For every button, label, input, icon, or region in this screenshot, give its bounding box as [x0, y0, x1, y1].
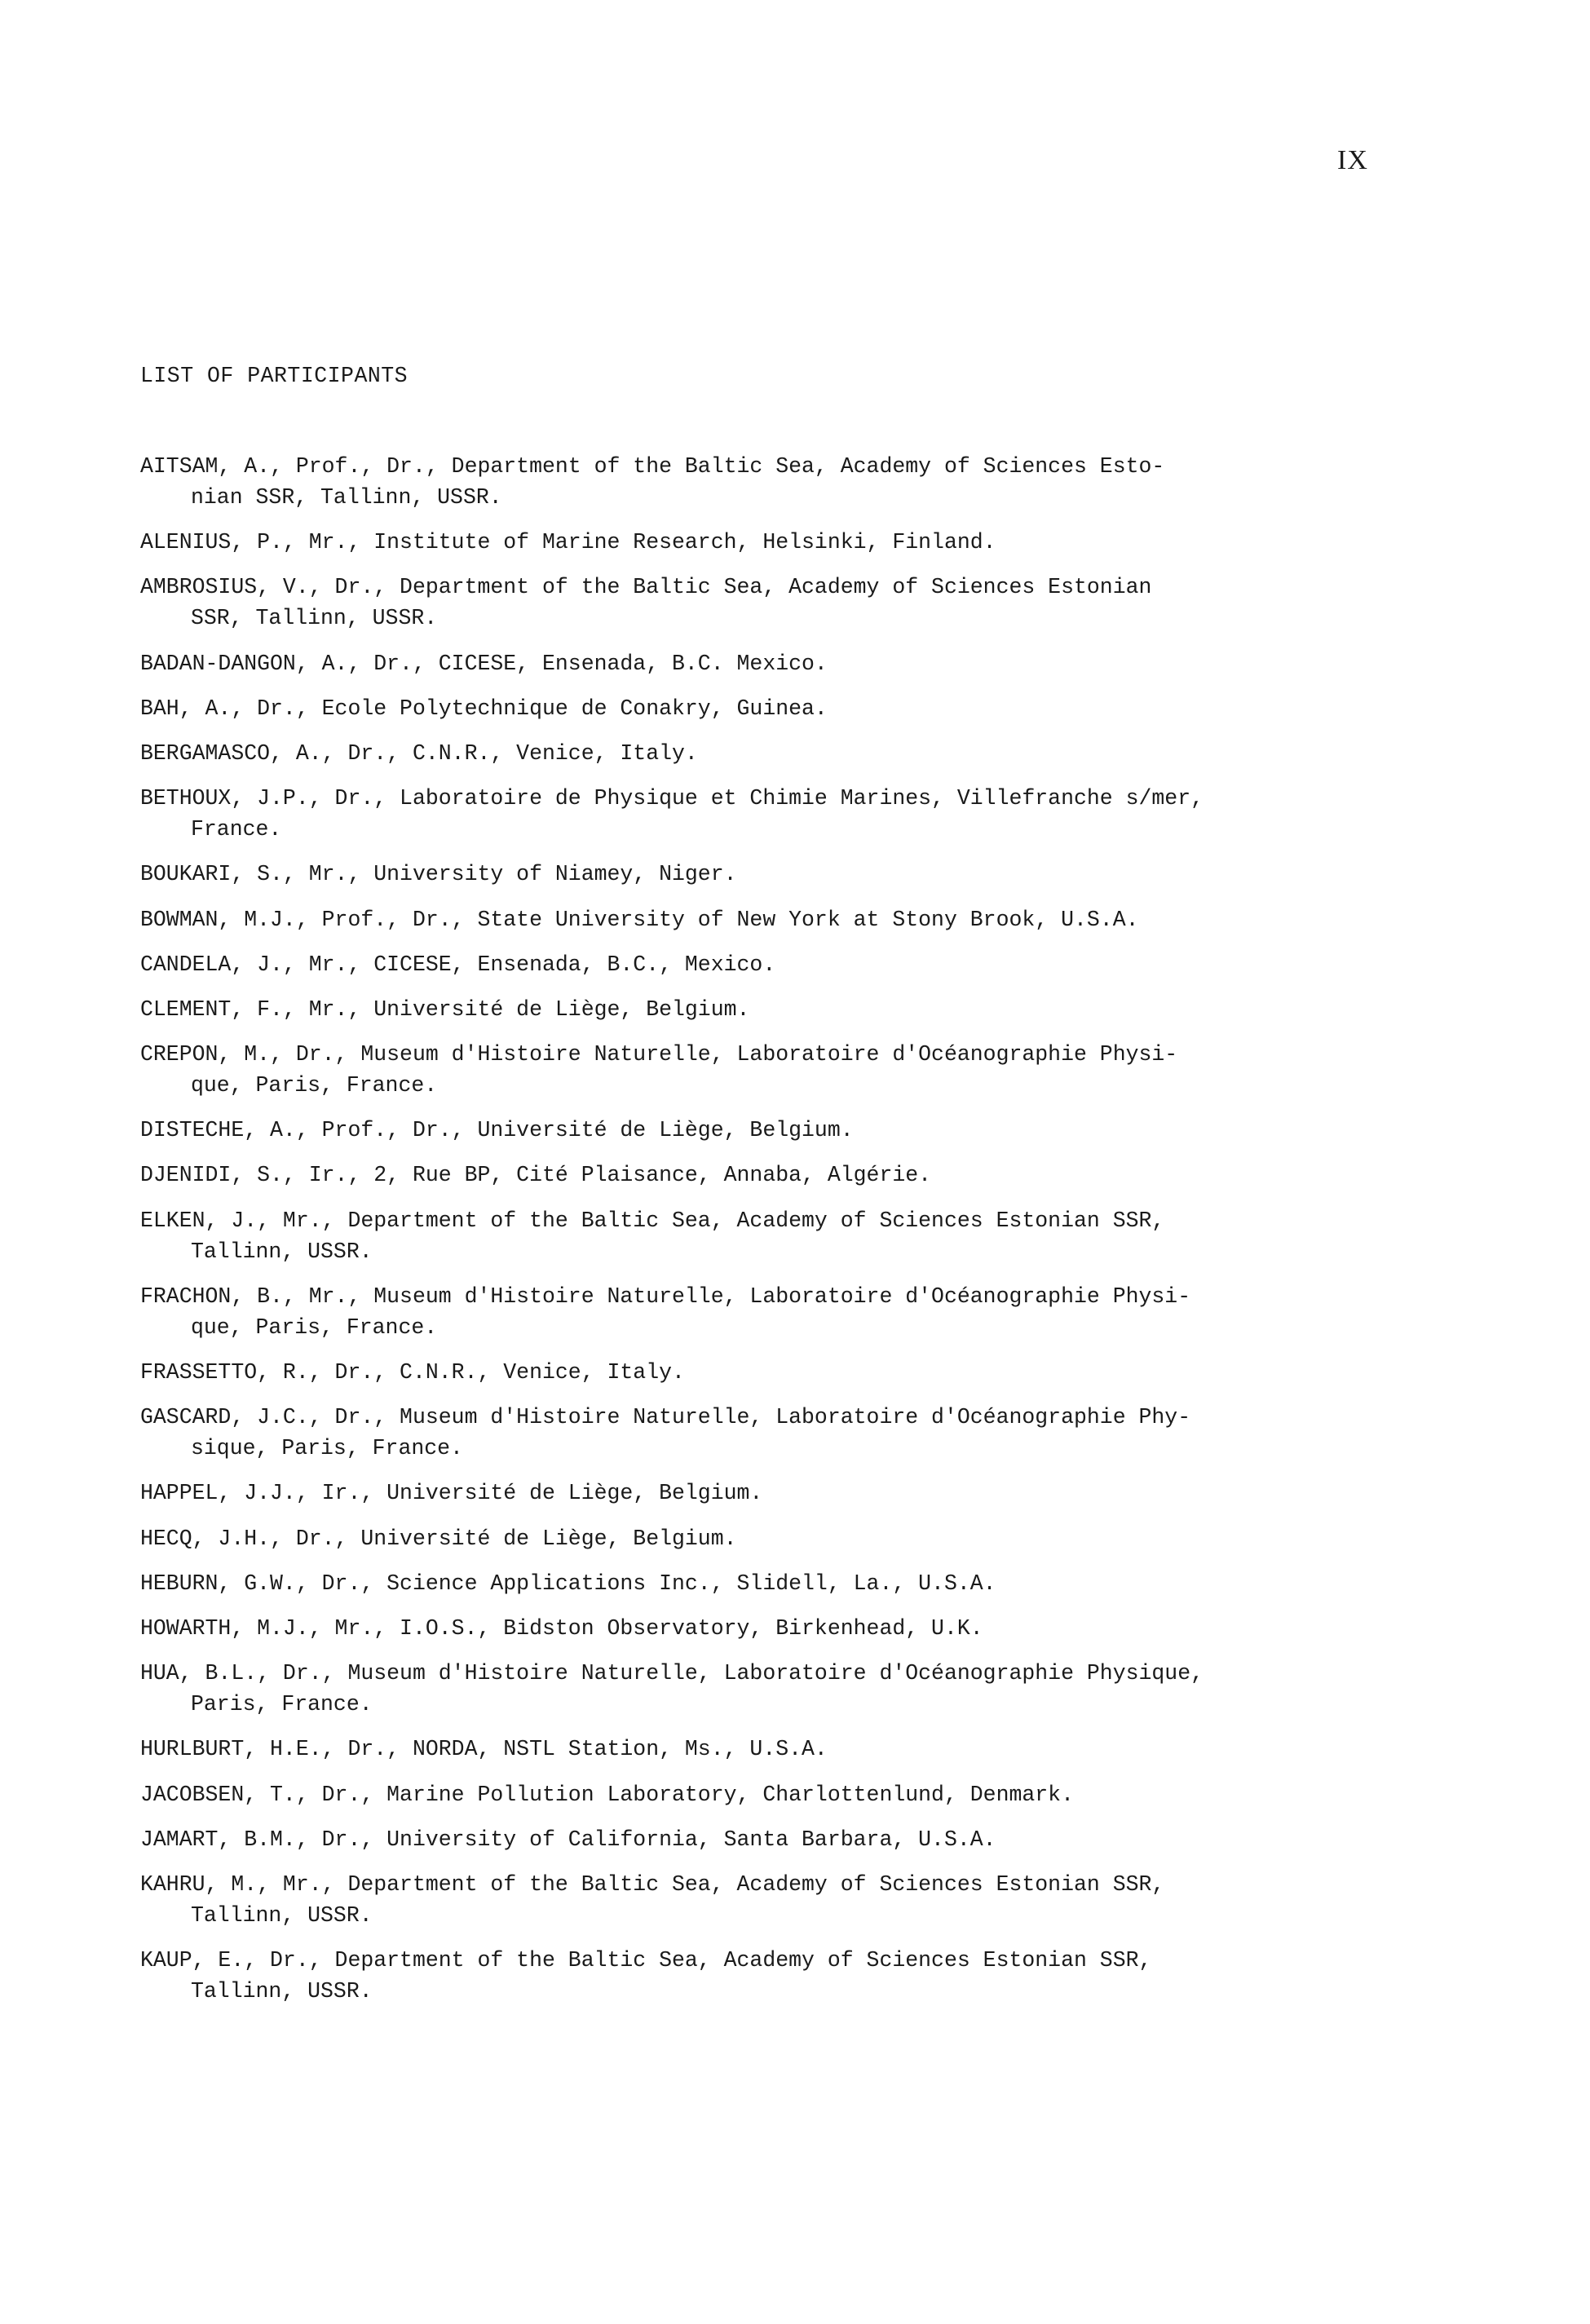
entry-continuation: Tallinn, USSR. [191, 1979, 373, 2004]
participant-entry [140, 1523, 1445, 1554]
participant-entry [140, 738, 1445, 769]
participant-entry [140, 1402, 1445, 1464]
participant-entry [140, 1945, 1445, 2007]
entry-continuation: que, Paris, France. [191, 1314, 438, 1340]
entry-line: ELKEN, J., Mr., Department of the Baltic Sea, Academy of Sciences Estonian SSR, [140, 1208, 1165, 1233]
participant-entry [140, 859, 1445, 890]
participant-entry [140, 1869, 1445, 1931]
entry-continuation: SSR, Tallinn, USSR. [191, 606, 438, 631]
entry-line: HUA, B.L., Dr., Museum d'Histoire Naturelle, Laboratoire d'Océanographie Physique, [140, 1661, 1204, 1686]
entry-line: KAUP, E., Dr., Department of the Baltic Sea, Academy of Sciences Estonian SSR, [140, 1948, 1152, 1973]
participant-entry [140, 1613, 1445, 1644]
participant-entry [140, 1779, 1445, 1810]
entry-line: BOUKARI, S., Mr., University of Niamey, Niger. [140, 862, 737, 887]
entry-line: GASCARD, J.C., Dr., Museum d'Histoire Naturelle, Laboratoire d'Océanographie Phy- [140, 1405, 1191, 1430]
participant-entry [140, 1205, 1445, 1267]
page-number: IX [1337, 145, 1368, 175]
entry-line: DISTECHE, A., Prof., Dr., Université de Liège, Belgium. [140, 1118, 854, 1143]
list-title: LIST OF PARTICIPANTS [140, 364, 409, 388]
entry-line: BETHOUX, J.P., Dr., Laboratoire de Physique et Chimie Marines, Villefranche s/mer, [140, 786, 1204, 811]
entry-line: CREPON, M., Dr., Museum d'Histoire Naturelle, Laboratoire d'Océanographie Physi- [140, 1042, 1178, 1067]
participant-entry [140, 527, 1445, 558]
entry-continuation: que, Paris, France. [191, 1073, 438, 1098]
participant-entry [140, 1478, 1445, 1509]
participant-entry [140, 451, 1445, 513]
participant-list [140, 451, 1445, 2021]
participant-entry [140, 1039, 1445, 1101]
participant-entry [140, 1734, 1445, 1765]
entry-line: BADAN-DANGON, A., Dr., CICESE, Ensenada, B.C. Mexico. [140, 651, 828, 676]
participant-entry [140, 693, 1445, 724]
entry-line: CLEMENT, F., Mr., Université de Liège, Belgium. [140, 996, 750, 1022]
entry-continuation: Tallinn, USSR. [191, 1902, 373, 1928]
entry-line: DJENIDI, S., Ir., 2, Rue BP, Cité Plaisance, Annaba, Algérie. [140, 1163, 932, 1188]
entry-line: HEBURN, G.W., Dr., Science Applications Inc., Slidell, La., U.S.A. [140, 1571, 996, 1596]
entry-line: CANDELA, J., Mr., CICESE, Ensenada, B.C., Mexico. [140, 952, 776, 977]
entry-continuation: Tallinn, USSR. [191, 1239, 373, 1264]
entry-line: KAHRU, M., Mr., Department of the Baltic Sea, Academy of Sciences Estonian SSR, [140, 1871, 1165, 1897]
participant-entry [140, 1115, 1445, 1146]
entry-line: FRASSETTO, R., Dr., C.N.R., Venice, Italy. [140, 1360, 685, 1385]
entry-line: AMBROSIUS, V., Dr., Department of the Baltic Sea, Academy of Sciences Estonian [140, 575, 1152, 600]
participant-entry [140, 904, 1445, 935]
entry-line: HURLBURT, H.E., Dr., NORDA, NSTL Station, Ms., U.S.A. [140, 1737, 828, 1762]
entry-line: BERGAMASCO, A., Dr., C.N.R., Venice, Italy. [140, 740, 698, 766]
participant-entry [140, 1160, 1445, 1191]
participant-entry [140, 1357, 1445, 1388]
entry-line: BOWMAN, M.J., Prof., Dr., State University of New York at Stony Brook, U.S.A. [140, 907, 1139, 932]
entry-continuation: Paris, France. [191, 1692, 373, 1717]
entry-line: FRACHON, B., Mr., Museum d'Histoire Naturelle, Laboratoire d'Océanographie Physi- [140, 1284, 1191, 1309]
participant-entry [140, 1568, 1445, 1599]
entry-line: JACOBSEN, T., Dr., Marine Pollution Laboratory, Charlottenlund, Denmark. [140, 1782, 1074, 1807]
participant-entry [140, 949, 1445, 980]
participant-entry [140, 1658, 1445, 1720]
participant-entry [140, 1281, 1445, 1343]
entry-line: HAPPEL, J.J., Ir., Université de Liège, Belgium. [140, 1481, 763, 1506]
participant-entry [140, 648, 1445, 679]
participant-entry [140, 994, 1445, 1025]
entry-line: HECQ, J.H., Dr., Université de Liège, Belgium. [140, 1526, 737, 1551]
participant-entry [140, 783, 1445, 845]
entry-line: BAH, A., Dr., Ecole Polytechnique de Conakry, Guinea. [140, 696, 828, 721]
entry-line: HOWARTH, M.J., Mr., I.O.S., Bidston Observatory, Birkenhead, U.K. [140, 1615, 983, 1641]
participant-entry [140, 572, 1445, 634]
entry-line: AITSAM, A., Prof., Dr., Department of the Baltic Sea, Academy of Sciences Esto- [140, 454, 1165, 479]
participant-entry [140, 1824, 1445, 1855]
entry-continuation: sique, Paris, France. [191, 1436, 463, 1461]
entry-continuation: France. [191, 817, 282, 842]
entry-continuation: nian SSR, Tallinn, USSR. [191, 485, 502, 510]
entry-line: ALENIUS, P., Mr., Institute of Marine Research, Helsinki, Finland. [140, 530, 996, 555]
entry-line: JAMART, B.M., Dr., University of California, Santa Barbara, U.S.A. [140, 1827, 996, 1852]
